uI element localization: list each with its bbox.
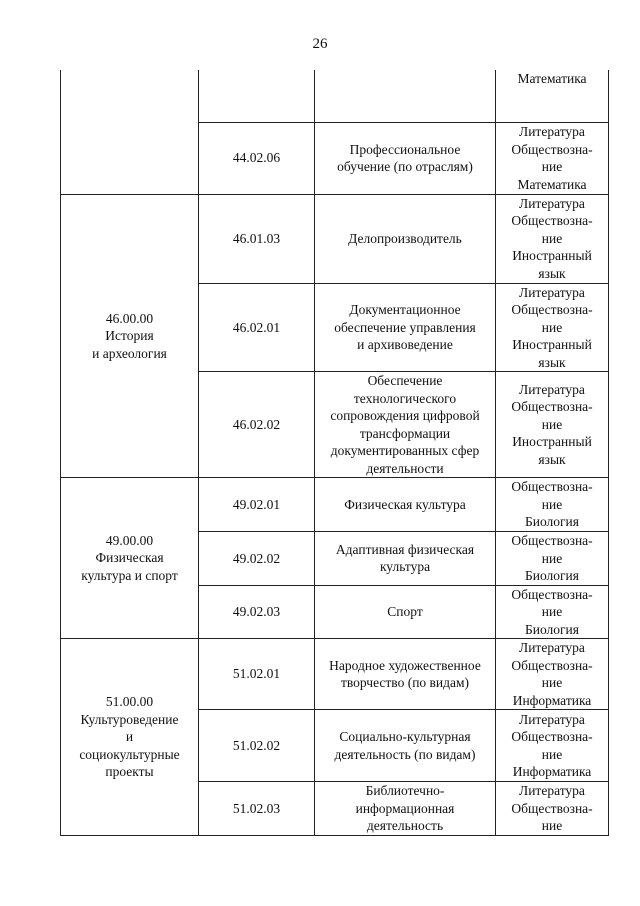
- group-label-line: социокультурные: [79, 746, 180, 762]
- subject-line: Обществозна-: [511, 479, 593, 495]
- name-cell: [315, 710, 496, 782]
- group-label-line: Физическая: [95, 550, 164, 566]
- subjects-cell: [496, 372, 609, 478]
- group-label-line: Культуроведение: [80, 711, 179, 727]
- subjects-cell: [496, 283, 609, 372]
- subject-line: Обществозна-: [511, 729, 593, 744]
- name-cell: [315, 782, 496, 836]
- subject-line: Литература: [519, 711, 585, 727]
- name-cell: [315, 122, 496, 194]
- subject-line: Литература: [519, 381, 585, 397]
- specialty-name-line: культура: [379, 559, 431, 575]
- subject-line: ние: [541, 159, 563, 174]
- specialty-name-line: Документационное: [349, 302, 461, 317]
- specialty-name-line: трансформации: [359, 425, 451, 441]
- subject-line: Информатика: [512, 692, 592, 708]
- code-cell: 51.02.03: [199, 782, 315, 836]
- subjects-cell: [496, 194, 609, 283]
- specialty-name-line: Народное художественное: [329, 657, 481, 673]
- specialty-name-line: и архивоведение: [357, 337, 453, 352]
- specialty-name-line: Библиотечно-: [365, 783, 445, 799]
- specialty-name-line: технологического: [353, 390, 457, 406]
- subjects-cell: [496, 585, 609, 639]
- subject-line: Литература: [519, 640, 585, 655]
- group-cell: [61, 194, 199, 478]
- code-cell: 46.01.03: [199, 194, 315, 283]
- subject-line: ние: [541, 230, 563, 246]
- subject-line: Биология: [524, 621, 579, 637]
- name-cell: [315, 194, 496, 283]
- subject-line: ние: [541, 818, 563, 834]
- subjects-cell: [496, 70, 609, 122]
- code-cell: 51.02.02: [199, 710, 315, 782]
- code-cell: 49.02.03: [199, 585, 315, 639]
- subject-line: Обществозна-: [511, 800, 593, 816]
- subject-line: ние: [541, 496, 563, 512]
- name-cell: [315, 639, 496, 710]
- specialty-name-line: Профессиональное: [349, 141, 461, 157]
- subject-line: Литература: [519, 124, 585, 139]
- code-cell: 46.02.01: [199, 283, 315, 372]
- table-row: [61, 478, 609, 532]
- subject-line: Литература: [519, 195, 585, 211]
- specialty-name-line: Делопроизводитель: [348, 230, 462, 246]
- subject-line: Математика: [517, 176, 587, 192]
- subject-line: Обществозна-: [511, 533, 593, 548]
- subject-line: Обществозна-: [511, 141, 593, 157]
- subject-line: Обществозна-: [511, 399, 593, 415]
- group-cell: [61, 70, 199, 194]
- group-cell: [61, 639, 199, 836]
- specialty-name-line: творчество (по видам): [340, 675, 470, 690]
- subjects-cell: [496, 122, 609, 194]
- subjects-cell: [496, 782, 609, 836]
- name-cell: [315, 532, 496, 586]
- subjects-cell: [496, 478, 609, 532]
- group-label-line: и археология: [92, 345, 167, 361]
- subject-line: язык: [538, 354, 566, 370]
- specialty-name-line: деятельность (по видам): [334, 746, 476, 762]
- specialty-name-line: Обеспечение: [367, 373, 443, 388]
- subject-line: ние: [541, 604, 563, 619]
- code-cell: 44.02.06: [199, 122, 315, 194]
- group-label-line: 49.00.00: [105, 532, 154, 548]
- subject-line: язык: [538, 451, 566, 467]
- group-label-line: и: [125, 729, 134, 745]
- group-cell: [61, 478, 199, 639]
- specialty-name-line: деятельности: [366, 460, 444, 476]
- subject-line: ние: [541, 550, 563, 566]
- subject-line: ние: [541, 319, 563, 335]
- table-row: [61, 70, 609, 122]
- subject-line: ние: [541, 675, 563, 690]
- specialty-name-line: Физическая культура: [344, 496, 466, 512]
- code-cell: 49.02.02: [199, 532, 315, 586]
- name-cell: [315, 478, 496, 532]
- table-row: [61, 639, 609, 710]
- subject-line: Обществозна-: [511, 302, 593, 317]
- subjects-cell: [496, 710, 609, 782]
- page-number: 26: [312, 36, 328, 52]
- group-label-line: проекты: [105, 764, 154, 780]
- subject-line: Литература: [519, 284, 585, 300]
- table-row: [61, 194, 609, 283]
- specialty-name-line: сопровождения цифровой: [330, 408, 480, 423]
- name-cell: [315, 70, 496, 122]
- subject-line: ние: [541, 746, 563, 762]
- subject-line: Иностранный: [512, 434, 592, 450]
- group-label-line: 51.00.00: [105, 694, 154, 710]
- code-cell: 49.02.01: [199, 478, 315, 532]
- group-label-line: 46.00.00: [105, 310, 154, 326]
- subject-line: Литература: [519, 783, 585, 799]
- subject-line: Обществозна-: [511, 213, 593, 229]
- code-cell: 51.02.01: [199, 639, 315, 710]
- subjects-cell: [496, 639, 609, 710]
- subject-line: Иностранный: [512, 248, 592, 264]
- subject-line: ние: [541, 416, 563, 432]
- specialty-name-line: обеспечение управления: [334, 319, 476, 335]
- specialty-name-line: Социально-культурная: [339, 729, 471, 744]
- name-cell: [315, 283, 496, 372]
- subject-line: Биология: [524, 568, 579, 583]
- group-label-line: История: [105, 328, 154, 343]
- name-cell: [315, 372, 496, 478]
- specialty-name-line: документированных сфер: [330, 443, 480, 458]
- subjects-cell: [496, 532, 609, 586]
- specialties-table: [60, 70, 609, 836]
- subject-line: Математика: [517, 71, 587, 86]
- group-label-line: культура и спорт: [81, 567, 178, 583]
- subject-line: язык: [538, 265, 566, 281]
- subject-line: Обществозна-: [511, 586, 593, 602]
- specialty-name-line: информационная: [355, 800, 455, 816]
- subject-line: Информатика: [512, 764, 592, 779]
- subject-line: Биология: [524, 514, 579, 530]
- specialty-name-line: Адаптивная физическая: [335, 541, 475, 557]
- specialty-name-line: обучение (по отраслям): [337, 159, 473, 174]
- name-cell: [315, 585, 496, 639]
- subject-line: Обществозна-: [511, 657, 593, 673]
- code-cell: [199, 70, 315, 122]
- specialty-name-line: Спорт: [387, 604, 423, 619]
- code-cell: 46.02.02: [199, 372, 315, 478]
- subject-line: Иностранный: [512, 337, 592, 352]
- specialty-name-line: деятельность: [366, 818, 444, 834]
